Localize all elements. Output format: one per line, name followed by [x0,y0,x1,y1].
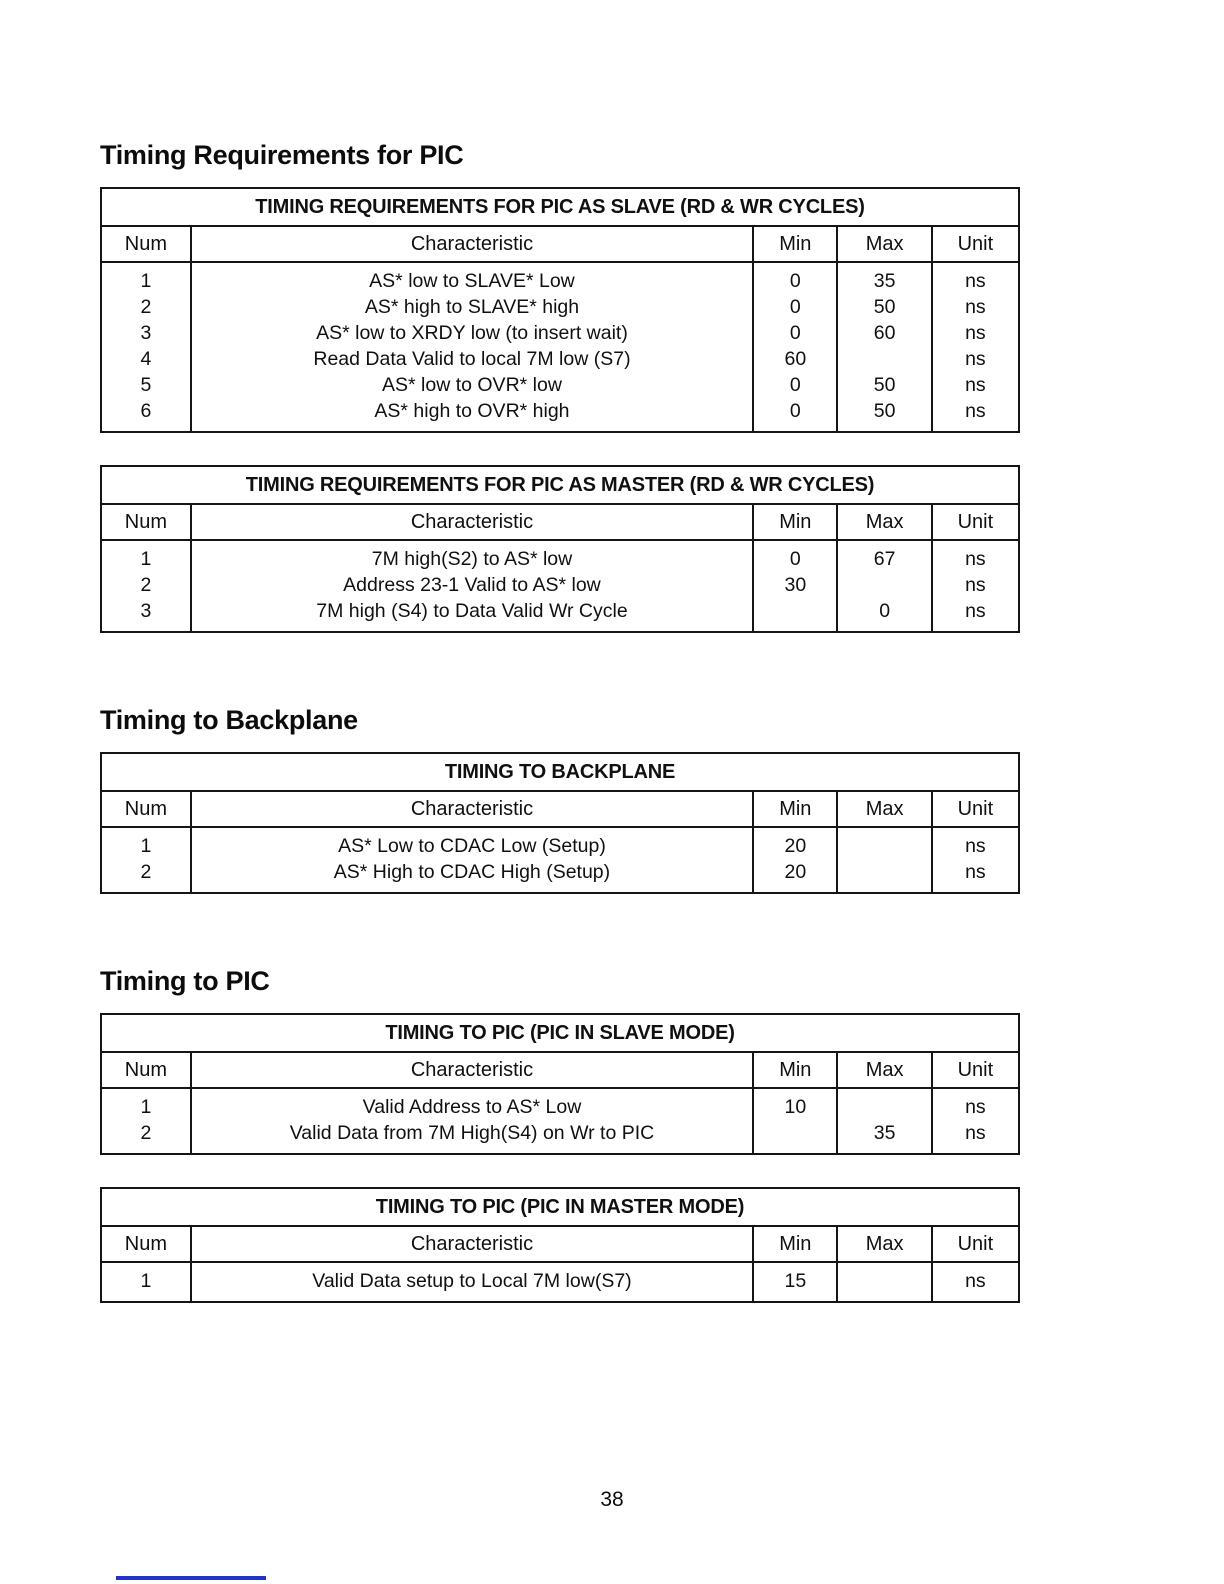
table-body [102,263,1018,431]
cell-value: ns [965,1122,986,1144]
cell-value: ns [965,574,986,596]
table-column [192,541,754,631]
cell-value: Valid Data from 7M High(S4) on Wr to PIC [289,1122,655,1144]
table-column [192,263,754,431]
cell-value: 30 [784,574,807,596]
cell-value [840,859,928,885]
table-column [102,1263,192,1301]
cell-value: ns [965,374,986,396]
cell-value: AS* High to CDAC High (Setup) [333,861,611,883]
column-header: Unit [957,1233,994,1255]
cell-value: 3 [140,322,152,344]
table-body [102,828,1018,892]
cell-value: 1 [140,835,152,857]
column-header: Max [838,792,932,826]
cell-value: 60 [873,322,896,344]
column-header: Min [754,1053,838,1087]
cell-value: 0 [789,374,801,396]
cell-value: 0 [789,548,801,570]
column-header: Num [102,792,192,826]
cell-value: ns [965,400,986,422]
cell-value: 2 [140,861,152,883]
cell-value: 7M high (S4) to Data Valid Wr Cycle [316,600,628,622]
table-column [754,1263,838,1301]
cell-value: 0 [879,600,891,622]
cell-value: Valid Address to AS* Low [362,1096,582,1118]
column-header: Min [754,792,838,826]
timing-table [100,465,1020,633]
cell-value: AS* low to SLAVE* Low [369,270,575,292]
cell-value: ns [965,861,986,883]
cell-value: 50 [873,296,896,318]
column-header: Num [102,227,192,261]
table-column [102,541,192,631]
cell-value: 1 [140,1096,152,1118]
cell-value: ns [965,600,986,622]
column-header: Max [838,505,932,539]
table-column [192,1263,754,1301]
cell-value: AS* low to OVR* low [382,374,562,396]
table-body [102,541,1018,631]
cell-value: 0 [789,322,801,344]
table-header-row [102,1053,1018,1089]
cell-value: 20 [784,861,807,883]
column-header: Min [754,227,838,261]
cell-value: 2 [140,574,152,596]
cell-value: 35 [873,270,896,292]
table-column [838,1089,932,1153]
column-header: Num [102,505,192,539]
timing-table [100,752,1020,894]
cell-value: 1 [140,270,152,292]
column-header: Min [754,1227,838,1261]
table-title: TIMING REQUIREMENTS FOR PIC AS SLAVE (RD & WR CYCLES) [102,189,1018,227]
table-body [102,1263,1018,1301]
cell-value [756,598,834,624]
cell-value: 50 [873,374,896,396]
table-column [754,541,838,631]
cell-value: ns [965,348,986,370]
timing-table [100,1187,1020,1303]
cell-value: 2 [140,296,152,318]
column-header: Characteristic [192,1227,754,1261]
timing-table [100,187,1020,433]
table-title: TIMING TO PIC (PIC IN SLAVE MODE) [102,1015,1018,1053]
column-header: Num [102,1227,192,1261]
cell-value: Address 23-1 Valid to AS* low [343,574,601,596]
cell-value [840,572,928,598]
table-column [933,541,1018,631]
cell-value [756,1120,834,1146]
cell-value [840,833,928,859]
table-column [933,263,1018,431]
table-column [102,263,192,431]
cell-value [840,1268,928,1294]
table-header-row [102,1227,1018,1263]
table-column [838,541,932,631]
cell-value: AS* Low to CDAC Low (Setup) [338,835,606,857]
cell-value: 20 [784,835,807,857]
table-column [838,263,932,431]
table-header-row [102,505,1018,541]
cell-value: 0 [789,400,801,422]
column-header: Characteristic [192,792,754,826]
table-column [838,828,932,892]
cell-value: 67 [873,548,896,570]
page-content [100,140,1020,1303]
cell-value: 60 [784,348,807,370]
cell-value: ns [965,322,986,344]
table-column [933,828,1018,892]
section-heading: Timing Requirements for PIC [100,140,464,170]
table-title: TIMING TO BACKPLANE [102,754,1018,792]
table-column [933,1263,1018,1301]
table-column [192,1089,754,1153]
cell-value: 35 [873,1122,896,1144]
cell-value: ns [965,548,986,570]
cell-value [840,346,928,372]
table-column [102,828,192,892]
column-header: Max [838,1053,932,1087]
column-header: Characteristic [192,505,754,539]
table-title: TIMING REQUIREMENTS FOR PIC AS MASTER (RD & WR CYCLES) [102,467,1018,505]
section-heading: Timing to Backplane [100,705,358,735]
cell-value: 1 [140,1270,152,1292]
column-header: Characteristic [192,227,754,261]
table-column [102,1089,192,1153]
table-column [754,1089,838,1153]
cell-value: 15 [784,1270,807,1292]
table-column [754,263,838,431]
column-header: Min [754,505,838,539]
cell-value: Read Data Valid to local 7M low (S7) [313,348,631,370]
cell-value: 3 [140,600,152,622]
cell-value: ns [965,835,986,857]
cell-value: 10 [784,1096,807,1118]
cell-value: ns [965,270,986,292]
table-header-row [102,792,1018,828]
cell-value: 0 [789,296,801,318]
cell-value: 2 [140,1122,152,1144]
cell-value: Valid Data setup to Local 7M low(S7) [312,1270,632,1292]
column-header: Max [838,1227,932,1261]
cell-value: 50 [873,400,896,422]
cell-value: 4 [140,348,152,370]
timing-table [100,1013,1020,1155]
cell-value: 6 [140,400,152,422]
section-heading: Timing to PIC [100,966,270,996]
column-header: Unit [957,1059,994,1081]
cell-value: ns [965,1096,986,1118]
column-header: Unit [957,798,994,820]
table-body [102,1089,1018,1153]
cell-value: ns [965,296,986,318]
table-column [838,1263,932,1301]
column-header: Characteristic [192,1053,754,1087]
table-column [933,1089,1018,1153]
column-header: Unit [957,511,994,533]
table-header-row [102,227,1018,263]
cell-value: 1 [140,548,152,570]
cell-value: AS* low to XRDY low (to insert wait) [316,322,628,344]
table-column [192,828,754,892]
cell-value: AS* high to SLAVE* high [364,296,580,318]
cell-value: ns [965,1270,986,1292]
cell-value: 5 [140,374,152,396]
table-column [754,828,838,892]
column-header: Max [838,227,932,261]
page-number: 38 [600,1488,624,1511]
column-header: Num [102,1053,192,1087]
cell-value: AS* high to OVR* high [374,400,570,422]
cell-value [840,1094,928,1120]
table-title: TIMING TO PIC (PIC IN MASTER MODE) [102,1189,1018,1227]
cell-value: 0 [789,270,801,292]
cell-value: 7M high(S2) to AS* low [371,548,573,570]
footer-link-underline[interactable] [116,1576,266,1580]
column-header: Unit [957,233,994,255]
